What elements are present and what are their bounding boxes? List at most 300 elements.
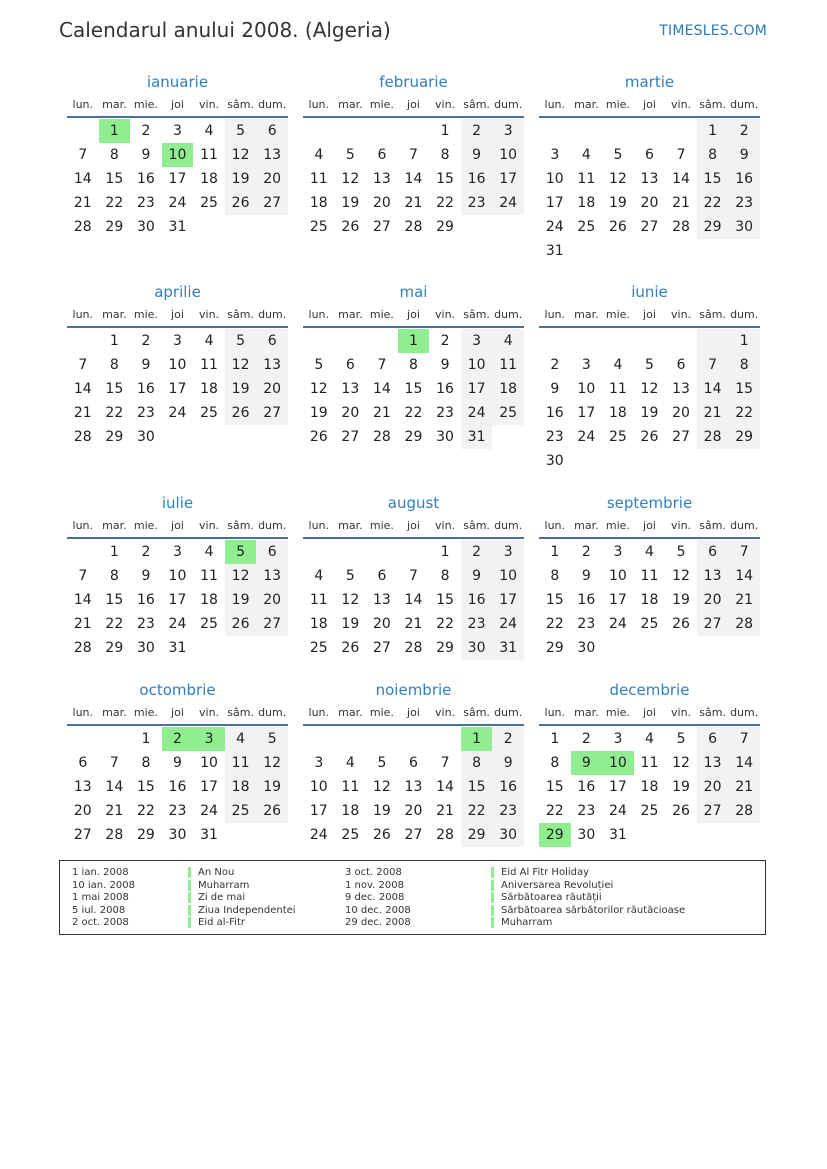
day-cell[interactable]: 27 xyxy=(697,612,729,636)
day-cell[interactable]: 15 xyxy=(436,171,454,187)
day-cell[interactable]: 28 xyxy=(697,425,729,449)
day-cell[interactable]: 16 xyxy=(545,405,564,421)
day-cell[interactable]: 27 xyxy=(372,640,391,656)
day-cell[interactable]: 31 xyxy=(545,243,564,259)
day-cell[interactable]: 17 xyxy=(461,377,493,401)
day-cell[interactable]: 3 xyxy=(613,544,623,560)
day-cell[interactable]: 30 xyxy=(461,636,493,660)
day-cell[interactable]: 22 xyxy=(105,405,124,421)
day-cell[interactable]: 13 xyxy=(256,143,288,167)
day-cell[interactable]: 16 xyxy=(136,171,155,187)
day-cell[interactable]: 11 xyxy=(200,357,218,373)
day-cell[interactable]: 1 xyxy=(550,731,560,747)
day-cell[interactable]: 20 xyxy=(404,803,423,819)
day-cell[interactable]: 9 xyxy=(550,381,560,397)
day-cell[interactable]: 8 xyxy=(109,357,119,373)
day-cell[interactable]: 14 xyxy=(73,171,92,187)
day-cell[interactable]: 26 xyxy=(225,401,257,425)
day-cell[interactable]: 14 xyxy=(105,779,124,795)
day-cell[interactable]: 20 xyxy=(372,616,391,632)
day-cell[interactable]: 1 xyxy=(109,544,119,560)
day-cell[interactable]: 19 xyxy=(225,588,257,612)
day-cell[interactable]: 10 xyxy=(545,171,564,187)
day-cell[interactable]: 11 xyxy=(225,751,257,775)
day-cell[interactable]: 14 xyxy=(672,171,690,187)
day-cell[interactable]: 2 xyxy=(550,357,560,373)
holiday-day-cell[interactable]: 29 xyxy=(539,823,571,847)
day-cell[interactable]: 20 xyxy=(640,195,659,211)
day-cell[interactable]: 26 xyxy=(256,799,288,823)
day-cell[interactable]: 18 xyxy=(640,592,659,608)
day-cell[interactable]: 13 xyxy=(672,381,690,397)
day-cell[interactable]: 18 xyxy=(492,377,524,401)
day-cell[interactable]: 16 xyxy=(577,779,596,795)
day-cell[interactable]: 21 xyxy=(404,195,423,211)
day-cell[interactable]: 23 xyxy=(577,616,596,632)
day-cell[interactable]: 28 xyxy=(728,799,760,823)
day-cell[interactable]: 28 xyxy=(436,827,454,843)
day-cell[interactable]: 17 xyxy=(168,381,187,397)
day-cell[interactable]: 4 xyxy=(613,357,623,373)
day-cell[interactable]: 29 xyxy=(436,640,454,656)
day-cell[interactable]: 12 xyxy=(225,353,257,377)
day-cell[interactable]: 9 xyxy=(461,564,493,588)
day-cell[interactable]: 30 xyxy=(168,827,187,843)
day-cell[interactable]: 27 xyxy=(341,429,360,445)
day-cell[interactable]: 26 xyxy=(225,191,257,215)
day-cell[interactable]: 13 xyxy=(697,564,729,588)
day-cell[interactable]: 19 xyxy=(341,195,360,211)
day-cell[interactable]: 12 xyxy=(225,143,257,167)
day-cell[interactable]: 27 xyxy=(256,191,288,215)
day-cell[interactable]: 24 xyxy=(577,429,596,445)
day-cell[interactable]: 29 xyxy=(105,640,124,656)
day-cell[interactable]: 30 xyxy=(492,823,524,847)
day-cell[interactable]: 31 xyxy=(608,827,627,843)
day-cell[interactable]: 9 xyxy=(141,357,151,373)
day-cell[interactable]: 15 xyxy=(105,592,124,608)
day-cell[interactable]: 27 xyxy=(372,219,391,235)
day-cell[interactable]: 9 xyxy=(141,568,151,584)
day-cell[interactable]: 7 xyxy=(78,568,88,584)
day-cell[interactable]: 28 xyxy=(73,219,92,235)
day-cell[interactable]: 12 xyxy=(225,564,257,588)
holiday-day-cell[interactable]: 10 xyxy=(162,143,194,167)
day-cell[interactable]: 6 xyxy=(256,540,288,564)
day-cell[interactable]: 9 xyxy=(461,143,493,167)
day-cell[interactable]: 11 xyxy=(608,381,627,397)
day-cell[interactable]: 13 xyxy=(73,779,92,795)
day-cell[interactable]: 23 xyxy=(136,616,155,632)
day-cell[interactable]: 23 xyxy=(436,405,454,421)
day-cell[interactable]: 10 xyxy=(461,353,493,377)
day-cell[interactable]: 26 xyxy=(341,219,360,235)
day-cell[interactable]: 8 xyxy=(697,143,729,167)
day-cell[interactable]: 11 xyxy=(492,353,524,377)
day-cell[interactable]: 24 xyxy=(200,803,218,819)
day-cell[interactable]: 30 xyxy=(728,215,760,239)
day-cell[interactable]: 20 xyxy=(73,803,92,819)
day-cell[interactable]: 5 xyxy=(314,357,324,373)
day-cell[interactable]: 16 xyxy=(461,588,493,612)
day-cell[interactable]: 6 xyxy=(256,119,288,143)
day-cell[interactable]: 24 xyxy=(545,219,564,235)
day-cell[interactable]: 13 xyxy=(697,751,729,775)
day-cell[interactable]: 20 xyxy=(256,377,288,401)
day-cell[interactable]: 25 xyxy=(200,616,218,632)
day-cell[interactable]: 3 xyxy=(550,147,560,163)
day-cell[interactable]: 18 xyxy=(309,195,328,211)
day-cell[interactable]: 19 xyxy=(256,775,288,799)
day-cell[interactable]: 29 xyxy=(136,827,155,843)
day-cell[interactable]: 27 xyxy=(404,827,423,843)
day-cell[interactable]: 12 xyxy=(608,171,627,187)
day-cell[interactable]: 1 xyxy=(440,544,450,560)
day-cell[interactable]: 14 xyxy=(404,592,423,608)
day-cell[interactable]: 14 xyxy=(728,751,760,775)
day-cell[interactable]: 14 xyxy=(372,381,391,397)
day-cell[interactable]: 6 xyxy=(256,329,288,353)
day-cell[interactable]: 9 xyxy=(173,755,182,771)
day-cell[interactable]: 28 xyxy=(728,612,760,636)
day-cell[interactable]: 25 xyxy=(309,219,328,235)
day-cell[interactable]: 21 xyxy=(105,803,124,819)
day-cell[interactable]: 4 xyxy=(645,544,654,560)
day-cell[interactable]: 27 xyxy=(640,219,659,235)
day-cell[interactable]: 2 xyxy=(141,544,151,560)
day-cell[interactable]: 26 xyxy=(309,429,328,445)
day-cell[interactable]: 23 xyxy=(492,799,524,823)
day-cell[interactable]: 4 xyxy=(645,731,654,747)
day-cell[interactable]: 7 xyxy=(676,147,686,163)
day-cell[interactable]: 26 xyxy=(672,803,690,819)
holiday-day-cell[interactable]: 1 xyxy=(398,329,430,353)
day-cell[interactable]: 6 xyxy=(409,755,418,771)
day-cell[interactable]: 19 xyxy=(608,195,627,211)
day-cell[interactable]: 24 xyxy=(461,401,493,425)
day-cell[interactable]: 19 xyxy=(309,405,328,421)
day-cell[interactable]: 20 xyxy=(697,775,729,799)
day-cell[interactable]: 11 xyxy=(577,171,596,187)
day-cell[interactable]: 19 xyxy=(672,779,690,795)
day-cell[interactable]: 23 xyxy=(136,195,155,211)
day-cell[interactable]: 21 xyxy=(728,588,760,612)
day-cell[interactable]: 5 xyxy=(345,568,355,584)
day-cell[interactable]: 22 xyxy=(136,803,155,819)
day-cell[interactable]: 9 xyxy=(728,143,760,167)
day-cell[interactable]: 15 xyxy=(461,775,493,799)
day-cell[interactable]: 20 xyxy=(672,405,690,421)
day-cell[interactable]: 16 xyxy=(136,592,155,608)
day-cell[interactable]: 17 xyxy=(492,167,524,191)
day-cell[interactable]: 29 xyxy=(697,215,729,239)
day-cell[interactable]: 1 xyxy=(440,123,450,139)
day-cell[interactable]: 13 xyxy=(256,564,288,588)
day-cell[interactable]: 16 xyxy=(461,167,493,191)
day-cell[interactable]: 28 xyxy=(73,429,92,445)
day-cell[interactable]: 1 xyxy=(141,731,151,747)
day-cell[interactable]: 21 xyxy=(436,803,454,819)
day-cell[interactable]: 12 xyxy=(640,381,659,397)
day-cell[interactable]: 4 xyxy=(314,147,324,163)
day-cell[interactable]: 2 xyxy=(461,119,493,143)
holiday-day-cell[interactable]: 1 xyxy=(99,119,131,143)
day-cell[interactable]: 23 xyxy=(461,612,493,636)
day-cell[interactable]: 11 xyxy=(200,568,218,584)
day-cell[interactable]: 20 xyxy=(256,167,288,191)
day-cell[interactable]: 3 xyxy=(492,540,524,564)
day-cell[interactable]: 26 xyxy=(672,616,690,632)
day-cell[interactable]: 13 xyxy=(372,592,391,608)
day-cell[interactable]: 25 xyxy=(577,219,596,235)
day-cell[interactable]: 2 xyxy=(581,731,591,747)
day-cell[interactable]: 5 xyxy=(225,119,257,143)
day-cell[interactable]: 30 xyxy=(436,429,454,445)
day-cell[interactable]: 19 xyxy=(225,167,257,191)
day-cell[interactable]: 28 xyxy=(105,827,124,843)
day-cell[interactable]: 21 xyxy=(73,405,92,421)
day-cell[interactable]: 12 xyxy=(256,751,288,775)
day-cell[interactable]: 18 xyxy=(341,803,360,819)
day-cell[interactable]: 12 xyxy=(341,171,360,187)
day-cell[interactable]: 23 xyxy=(136,405,155,421)
day-cell[interactable]: 21 xyxy=(73,195,92,211)
day-cell[interactable]: 7 xyxy=(440,755,450,771)
day-cell[interactable]: 11 xyxy=(309,592,328,608)
day-cell[interactable]: 5 xyxy=(256,727,288,751)
day-cell[interactable]: 3 xyxy=(173,123,182,139)
day-cell[interactable]: 4 xyxy=(204,333,214,349)
day-cell[interactable]: 15 xyxy=(697,167,729,191)
day-cell[interactable]: 18 xyxy=(200,381,218,397)
day-cell[interactable]: 14 xyxy=(73,592,92,608)
day-cell[interactable]: 28 xyxy=(672,219,690,235)
day-cell[interactable]: 10 xyxy=(492,143,524,167)
day-cell[interactable]: 22 xyxy=(105,195,124,211)
day-cell[interactable]: 15 xyxy=(545,592,564,608)
day-cell[interactable]: 23 xyxy=(577,803,596,819)
day-cell[interactable]: 12 xyxy=(672,755,690,771)
day-cell[interactable]: 26 xyxy=(608,219,627,235)
day-cell[interactable]: 13 xyxy=(256,353,288,377)
day-cell[interactable]: 7 xyxy=(78,147,88,163)
day-cell[interactable]: 24 xyxy=(168,405,187,421)
day-cell[interactable]: 6 xyxy=(645,147,654,163)
day-cell[interactable]: 20 xyxy=(341,405,360,421)
day-cell[interactable]: 3 xyxy=(173,333,182,349)
day-cell[interactable]: 3 xyxy=(461,329,493,353)
day-cell[interactable]: 22 xyxy=(461,799,493,823)
day-cell[interactable]: 5 xyxy=(377,755,387,771)
day-cell[interactable]: 7 xyxy=(377,357,387,373)
day-cell[interactable]: 11 xyxy=(309,171,328,187)
day-cell[interactable]: 10 xyxy=(200,755,218,771)
day-cell[interactable]: 25 xyxy=(640,616,659,632)
day-cell[interactable]: 2 xyxy=(141,123,151,139)
day-cell[interactable]: 29 xyxy=(105,219,124,235)
day-cell[interactable]: 24 xyxy=(492,191,524,215)
day-cell[interactable]: 13 xyxy=(404,779,423,795)
day-cell[interactable]: 24 xyxy=(608,803,627,819)
day-cell[interactable]: 5 xyxy=(676,731,686,747)
day-cell[interactable]: 22 xyxy=(436,616,454,632)
day-cell[interactable]: 8 xyxy=(728,353,760,377)
day-cell[interactable]: 8 xyxy=(440,568,450,584)
day-cell[interactable]: 4 xyxy=(345,755,355,771)
day-cell[interactable]: 5 xyxy=(676,544,686,560)
day-cell[interactable]: 15 xyxy=(136,779,155,795)
day-cell[interactable]: 8 xyxy=(109,147,119,163)
day-cell[interactable]: 11 xyxy=(640,755,659,771)
day-cell[interactable]: 26 xyxy=(372,827,391,843)
day-cell[interactable]: 31 xyxy=(200,827,218,843)
day-cell[interactable]: 1 xyxy=(550,544,560,560)
day-cell[interactable]: 14 xyxy=(728,564,760,588)
day-cell[interactable]: 18 xyxy=(309,616,328,632)
day-cell[interactable]: 19 xyxy=(640,405,659,421)
day-cell[interactable]: 16 xyxy=(728,167,760,191)
day-cell[interactable]: 25 xyxy=(608,429,627,445)
day-cell[interactable]: 16 xyxy=(577,592,596,608)
day-cell[interactable]: 10 xyxy=(492,564,524,588)
day-cell[interactable]: 16 xyxy=(436,381,454,397)
holiday-day-cell[interactable]: 2 xyxy=(162,727,194,751)
day-cell[interactable]: 17 xyxy=(200,779,218,795)
day-cell[interactable]: 22 xyxy=(545,803,564,819)
day-cell[interactable]: 26 xyxy=(341,640,360,656)
day-cell[interactable]: 23 xyxy=(728,191,760,215)
day-cell[interactable]: 17 xyxy=(168,592,187,608)
day-cell[interactable]: 6 xyxy=(377,147,387,163)
day-cell[interactable]: 7 xyxy=(409,568,418,584)
day-cell[interactable]: 20 xyxy=(256,588,288,612)
day-cell[interactable]: 8 xyxy=(550,568,560,584)
day-cell[interactable]: 20 xyxy=(372,195,391,211)
day-cell[interactable]: 6 xyxy=(676,357,686,373)
day-cell[interactable]: 3 xyxy=(581,357,591,373)
day-cell[interactable]: 5 xyxy=(345,147,355,163)
day-cell[interactable]: 7 xyxy=(728,727,760,751)
day-cell[interactable]: 10 xyxy=(168,357,187,373)
day-cell[interactable]: 9 xyxy=(440,357,450,373)
day-cell[interactable]: 15 xyxy=(436,592,454,608)
day-cell[interactable]: 7 xyxy=(409,147,418,163)
day-cell[interactable]: 14 xyxy=(404,171,423,187)
day-cell[interactable]: 27 xyxy=(256,612,288,636)
day-cell[interactable]: 29 xyxy=(728,425,760,449)
day-cell[interactable]: 26 xyxy=(225,612,257,636)
day-cell[interactable]: 21 xyxy=(73,616,92,632)
day-cell[interactable]: 31 xyxy=(168,219,187,235)
day-cell[interactable]: 18 xyxy=(577,195,596,211)
day-cell[interactable]: 18 xyxy=(200,171,218,187)
day-cell[interactable]: 21 xyxy=(372,405,391,421)
day-cell[interactable]: 29 xyxy=(436,219,454,235)
day-cell[interactable]: 21 xyxy=(697,401,729,425)
day-cell[interactable]: 17 xyxy=(545,195,564,211)
day-cell[interactable]: 6 xyxy=(697,540,729,564)
day-cell[interactable]: 22 xyxy=(545,616,564,632)
day-cell[interactable]: 3 xyxy=(314,755,324,771)
day-cell[interactable]: 12 xyxy=(672,568,690,584)
day-cell[interactable]: 10 xyxy=(168,568,187,584)
day-cell[interactable]: 8 xyxy=(409,357,418,373)
day-cell[interactable]: 17 xyxy=(492,588,524,612)
day-cell[interactable]: 16 xyxy=(168,779,187,795)
day-cell[interactable]: 5 xyxy=(645,357,654,373)
day-cell[interactable]: 17 xyxy=(577,405,596,421)
day-cell[interactable]: 18 xyxy=(608,405,627,421)
day-cell[interactable]: 28 xyxy=(372,429,391,445)
day-cell[interactable]: 21 xyxy=(672,195,690,211)
day-cell[interactable]: 8 xyxy=(550,755,560,771)
day-cell[interactable]: 26 xyxy=(640,429,659,445)
day-cell[interactable]: 27 xyxy=(73,827,92,843)
day-cell[interactable]: 7 xyxy=(728,540,760,564)
day-cell[interactable]: 4 xyxy=(581,147,591,163)
day-cell[interactable]: 28 xyxy=(73,640,92,656)
day-cell[interactable]: 7 xyxy=(109,755,119,771)
holiday-day-cell[interactable]: 1 xyxy=(461,727,493,751)
day-cell[interactable]: 10 xyxy=(577,381,596,397)
day-cell[interactable]: 15 xyxy=(105,381,124,397)
day-cell[interactable]: 24 xyxy=(492,612,524,636)
day-cell[interactable]: 13 xyxy=(341,381,360,397)
day-cell[interactable]: 16 xyxy=(136,381,155,397)
day-cell[interactable]: 17 xyxy=(309,803,328,819)
day-cell[interactable]: 18 xyxy=(225,775,257,799)
day-cell[interactable]: 4 xyxy=(204,123,214,139)
day-cell[interactable]: 22 xyxy=(436,195,454,211)
day-cell[interactable]: 25 xyxy=(309,640,328,656)
day-cell[interactable]: 22 xyxy=(697,191,729,215)
day-cell[interactable]: 6 xyxy=(78,755,88,771)
day-cell[interactable]: 30 xyxy=(136,219,155,235)
day-cell[interactable]: 9 xyxy=(141,147,151,163)
day-cell[interactable]: 2 xyxy=(461,540,493,564)
day-cell[interactable]: 1 xyxy=(697,119,729,143)
day-cell[interactable]: 7 xyxy=(697,353,729,377)
day-cell[interactable]: 25 xyxy=(640,803,659,819)
day-cell[interactable]: 13 xyxy=(640,171,659,187)
day-cell[interactable]: 29 xyxy=(404,429,423,445)
day-cell[interactable]: 23 xyxy=(168,803,187,819)
day-cell[interactable]: 27 xyxy=(697,799,729,823)
day-cell[interactable]: 30 xyxy=(136,429,155,445)
day-cell[interactable]: 14 xyxy=(436,779,454,795)
day-cell[interactable]: 29 xyxy=(545,640,564,656)
day-cell[interactable]: 15 xyxy=(728,377,760,401)
day-cell[interactable]: 10 xyxy=(608,568,627,584)
day-cell[interactable]: 27 xyxy=(672,429,690,445)
day-cell[interactable]: 25 xyxy=(200,405,218,421)
day-cell[interactable]: 15 xyxy=(404,381,423,397)
day-cell[interactable]: 2 xyxy=(141,333,151,349)
day-cell[interactable]: 30 xyxy=(545,453,564,469)
day-cell[interactable]: 11 xyxy=(341,779,360,795)
day-cell[interactable]: 22 xyxy=(728,401,760,425)
day-cell[interactable]: 30 xyxy=(577,640,596,656)
day-cell[interactable]: 25 xyxy=(225,799,257,823)
day-cell[interactable]: 22 xyxy=(404,405,423,421)
day-cell[interactable]: 23 xyxy=(545,429,564,445)
day-cell[interactable]: 22 xyxy=(105,616,124,632)
day-cell[interactable]: 12 xyxy=(372,779,391,795)
day-cell[interactable]: 2 xyxy=(728,119,760,143)
day-cell[interactable]: 3 xyxy=(492,119,524,143)
day-cell[interactable]: 31 xyxy=(168,640,187,656)
day-cell[interactable]: 16 xyxy=(492,775,524,799)
